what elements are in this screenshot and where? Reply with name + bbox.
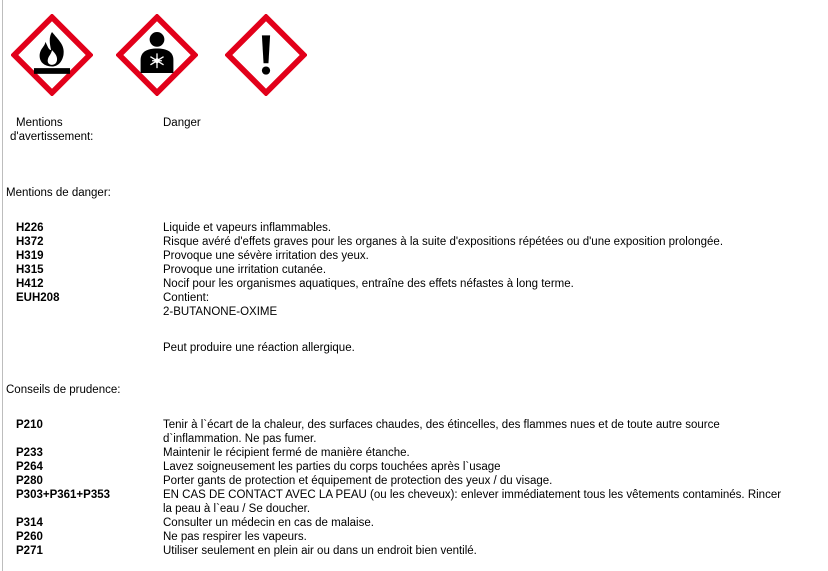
precaution-text: EN CAS DE CONTACT AVEC LA PEAU (ou les cheveux): enlever immédiatement tous les vêtements contaminés. Rincer [163, 489, 782, 501]
signal-word-value: Danger [163, 117, 201, 129]
precaution-code: P210 [16, 419, 43, 431]
hazard-code: H226 [16, 222, 44, 234]
exclamation-pictogram-icon [225, 14, 307, 96]
flame-pictogram-icon [11, 14, 93, 96]
hazard-text: Liquide et vapeurs inflammables. [163, 222, 332, 234]
hazard-code: H372 [16, 236, 44, 248]
precaution-text-continued: la peau à l`eau / Se doucher. [163, 503, 311, 515]
precaution-text: Ne pas respirer les vapeurs. [163, 531, 307, 543]
hazard-statements-heading: Mentions de danger: [6, 187, 111, 199]
precaution-text: Tenir à l`écart de la chaleur, des surfaces chaudes, des étincelles, des flammes nues et de toute autre source [163, 419, 720, 431]
hazard-code: H412 [16, 278, 44, 290]
precaution-text: Porter gants de protection et équipement de protection des yeux / du visage. [163, 475, 553, 487]
allergy-note: Peut produire une réaction allergique. [163, 342, 355, 354]
health-hazard-pictogram-icon [116, 14, 198, 96]
signal-word-label-line1: Mentions [16, 117, 63, 129]
precaution-code: P233 [16, 447, 43, 459]
hazard-text: Provoque une irritation cutanée. [163, 264, 327, 276]
hazard-substance-name: 2-BUTANONE-OXIME [163, 306, 278, 318]
hazard-text: Risque avéré d'effets graves pour les organes à la suite d'expositions répétées ou d'une exposition prolongée. [163, 236, 724, 248]
hazard-text: Contient: [163, 292, 210, 304]
hazard-code: EUH208 [16, 292, 60, 304]
precaution-text: Maintenir le récipient fermé de manière étanche. [163, 447, 410, 459]
hazard-code: H315 [16, 264, 44, 276]
precautionary-statements-heading: Conseils de prudence: [6, 384, 121, 396]
hazard-text: Nocif pour les organismes aquatiques, entraîne des effets néfastes à long terme. [163, 278, 574, 290]
precaution-code: P314 [16, 517, 43, 529]
page-left-border [2, 0, 3, 571]
precaution-code: P303+P361+P353 [16, 489, 111, 501]
precaution-text: Lavez soigneusement les parties du corps touchées après l`usage [163, 461, 501, 473]
precaution-code: P264 [16, 461, 43, 473]
precaution-code: P260 [16, 531, 43, 543]
hazard-text: Provoque une sévère irritation des yeux. [163, 250, 369, 262]
precaution-text-continued: d`inflammation. Ne pas fumer. [163, 433, 317, 445]
hazard-code: H319 [16, 250, 44, 262]
signal-word-label-line2: d'avertissement: [10, 131, 94, 143]
precaution-text: Consulter un médecin en cas de malaise. [163, 517, 374, 529]
precaution-text: Utiliser seulement en plein air ou dans un endroit bien ventilé. [163, 545, 477, 557]
precaution-code: P280 [16, 475, 43, 487]
precaution-code: P271 [16, 545, 43, 557]
